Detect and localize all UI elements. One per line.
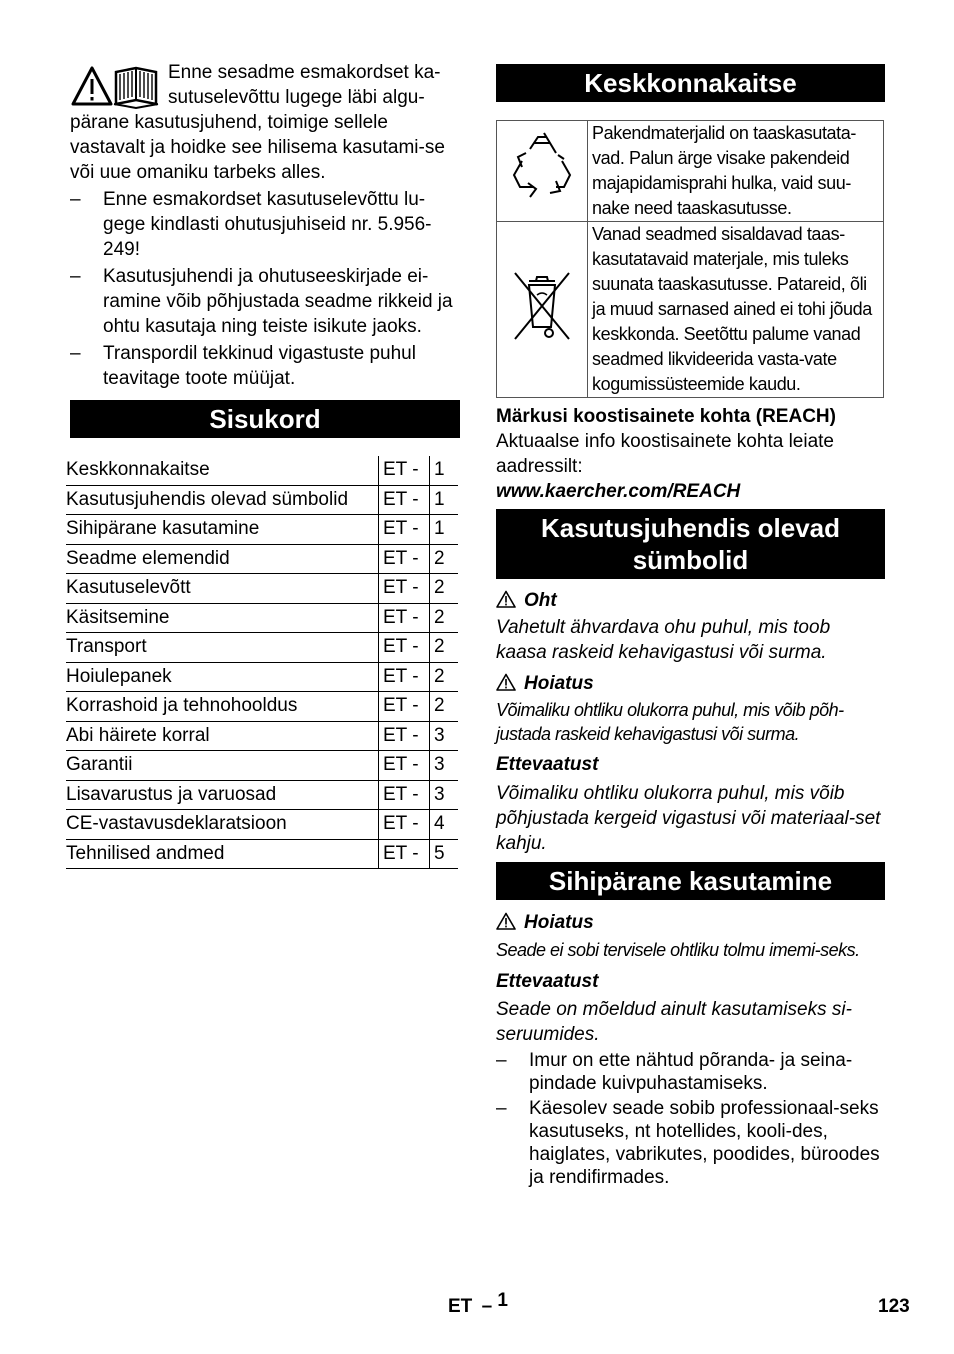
table-row — [66, 603, 458, 633]
use-warning-label-row — [496, 910, 885, 935]
environment-table — [496, 120, 884, 398]
warning-triangle-icon — [496, 912, 516, 930]
intro-text: Enne sesadme esmakordset ka-sutuselevõttu lugege läbi algu-pärane kasutusjuhend, toimige sellele vastavalt ja hoidke see hilisema kasutami-se või uue omaniku tarbeks alles. — [70, 62, 445, 183]
environment-heading: Keskkonnakaitse — [496, 64, 885, 102]
toc-prefix: ET - — [379, 485, 430, 515]
toc-page: 3 — [430, 751, 459, 781]
footer-lang: ET — [448, 1296, 473, 1317]
toc-prefix: ET - — [379, 780, 430, 810]
warning-label: Hoiatus — [524, 673, 594, 694]
footer-sep: – — [481, 1296, 493, 1317]
table-row — [66, 574, 458, 604]
toc-page: 2 — [430, 662, 459, 692]
table-row — [66, 839, 458, 869]
toc-title: Hoiulepanek — [66, 662, 379, 692]
disposal-text: Vanad seadmed sisaldavad taas-kasutatavaid materjale, mis tuleks suunata taaskasutusse. Patareid, õli ja muud sarnased ained ei tohi jõuda keskkonda. Seetõttu palume vanad seadmed likvideerida vasta-vate kogumissüsteemide kaudu. — [588, 222, 884, 398]
table-row — [66, 485, 458, 515]
list-item: – Transpordil tekkinud vigastuste puhul teavitage toote müüjat. — [70, 341, 460, 391]
danger-label: Oht — [524, 590, 557, 611]
toc-page: 2 — [430, 692, 459, 722]
toc-title: Korrashoid ja tehnohooldus — [66, 692, 379, 722]
table-row — [497, 121, 884, 222]
recycling-text: Pakendmaterjalid on taaskasutata-vad. Palun ärge visake pakendeid majapidamisprahi hulka, vaid suu-nake need taaskasutusse. — [588, 121, 884, 222]
toc-prefix: ET - — [379, 692, 430, 722]
list-item: – Kasutusjuhendi ja ohutuseeskirjade ei-ramine võib põhjustada seadme rikkeid ja ohtu kasutaja ning teiste isikute jaoks. — [70, 264, 460, 339]
toc-prefix: ET - — [379, 456, 430, 485]
toc-prefix: ET - — [379, 544, 430, 574]
use-warning-text: Seade ei sobi tervisele ohtliku tolmu imemi-seks. — [496, 940, 860, 960]
danger-label-row — [496, 588, 885, 613]
toc-page: 3 — [430, 780, 459, 810]
toc-title: Käsitsemine — [66, 603, 379, 633]
toc-page: 1 — [430, 485, 459, 515]
toc-prefix: ET - — [379, 810, 430, 840]
toc-title: Lisavarustus ja varuosad — [66, 780, 379, 810]
toc-page: 1 — [430, 515, 459, 545]
toc-title: Kasutusjuhendis olevad sümbolid — [66, 485, 379, 515]
table-row — [66, 751, 458, 781]
reach-url: www.kaercher.com/REACH — [496, 481, 741, 502]
toc-prefix: ET - — [379, 515, 430, 545]
list-item: – Enne esmakordset kasutuselevõttu lu-gege kindlasti ohutusjuhiseid nr. 5.956-249! — [70, 187, 460, 262]
recycling-cell — [497, 121, 588, 222]
warning-triangle-icon — [496, 673, 516, 691]
toc-page: 1 — [430, 456, 459, 485]
toc-page: 2 — [430, 603, 459, 633]
toc-title: Seadme elemendid — [66, 544, 379, 574]
table-row — [66, 456, 458, 485]
use-caution-text: Seade on mõeldud ainult kasutamiseks si-seruumides. — [496, 999, 852, 1045]
toc-page: 3 — [430, 721, 459, 751]
toc-prefix: ET - — [379, 751, 430, 781]
toc-prefix: ET - — [379, 603, 430, 633]
toc-title: Kasutuselevõtt — [66, 574, 379, 604]
list-item: – Käesolev seade sobib professionaal-seks kasutuseks, nt hotellides, kooli-des, haiglates, vabrikutes, poodides, büroodes ja rendifirmades. — [496, 1097, 885, 1189]
warning-label-row — [496, 671, 885, 696]
toc-title: CE-vastavusdeklaratsioon — [66, 810, 379, 840]
table-row — [66, 780, 458, 810]
toc-prefix: ET - — [379, 633, 430, 663]
intended-use-list — [496, 1049, 885, 1189]
table-row — [66, 544, 458, 574]
toc-title: Abi häirete korral — [66, 721, 379, 751]
caution-text: Võimaliku ohtliku olukorra puhul, mis võib põhjustada kergeid vigastusi või materiaal-set kahju. — [496, 783, 881, 854]
table-row — [66, 810, 458, 840]
intro-block — [70, 60, 460, 185]
toc-prefix: ET - — [379, 721, 430, 751]
crossed-bin-icon — [507, 267, 577, 347]
table-row — [66, 662, 458, 692]
warning-triangle-icon — [496, 590, 516, 608]
toc-prefix: ET - — [379, 662, 430, 692]
left-column — [66, 60, 460, 869]
table-row — [497, 222, 884, 398]
footer-section — [448, 1290, 508, 1318]
toc-prefix: ET - — [379, 574, 430, 604]
use-warning-label: Hoiatus — [524, 912, 594, 933]
toc-table — [66, 456, 458, 869]
reach-title: Märkusi koostisainete kohta (REACH) — [496, 406, 836, 427]
danger-text: Vahetult ähvardava ohu puhul, mis toob kaasa raskeid kehavigastusi või surma. — [496, 617, 831, 663]
table-row — [66, 515, 458, 545]
footer-page-number: 123 — [878, 1296, 910, 1317]
toc-page: 5 — [430, 839, 459, 869]
toc-title: Tehnilised andmed — [66, 839, 379, 869]
symbols-heading: Kasutusjuhendis olevad sümbolid — [496, 509, 885, 579]
toc-title: Garantii — [66, 751, 379, 781]
reach-text: Aktuaalse info koostisainete kohta leiate aadressilt: — [496, 431, 834, 477]
toc-title: Sihipärane kasutamine — [66, 515, 379, 545]
footer-section-page: 1 — [497, 1290, 508, 1311]
intro-list — [70, 187, 460, 391]
intended-use-heading: Sihipärane kasutamine — [496, 862, 885, 900]
toc-heading: Sisukord — [70, 400, 460, 438]
toc-page: 2 — [430, 633, 459, 663]
toc-page: 2 — [430, 574, 459, 604]
caution-label: Ettevaatust — [496, 754, 599, 775]
recycling-icon — [504, 131, 580, 207]
list-item: – Imur on ette nähtud põranda- ja seina-pindade kuivpuhastamiseks. — [496, 1049, 885, 1095]
warning-and-manual-icon — [70, 64, 162, 110]
toc-page: 4 — [430, 810, 459, 840]
warning-text: Võimaliku ohtliku olukorra puhul, mis võib põh-justada raskeid kehavigastusi või surma. — [496, 700, 844, 744]
table-row — [66, 692, 458, 722]
right-column — [496, 64, 885, 1189]
table-row — [66, 721, 458, 751]
disposal-cell — [497, 222, 588, 398]
toc-title: Keskkonnakaitse — [66, 456, 379, 485]
toc-title: Transport — [66, 633, 379, 663]
use-caution-label: Ettevaatust — [496, 971, 599, 992]
toc-page: 2 — [430, 544, 459, 574]
toc-prefix: ET - — [379, 839, 430, 869]
table-row — [66, 633, 458, 663]
